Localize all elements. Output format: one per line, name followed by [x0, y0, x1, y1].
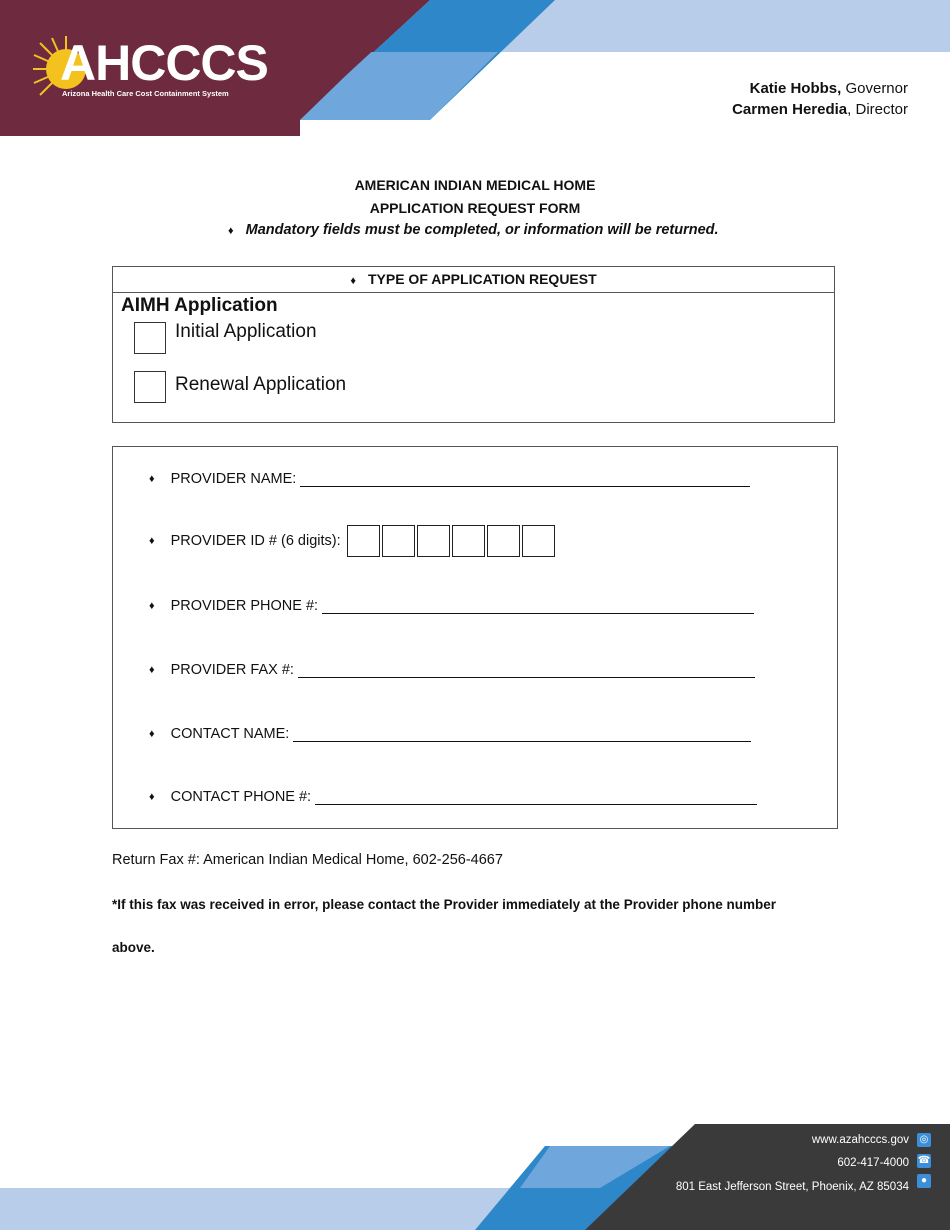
provider-name-label: PROVIDER NAME: [170, 471, 297, 487]
officials [732, 78, 908, 120]
diamond-bullet-icon: ♦ [228, 225, 234, 237]
location-pin-icon: ● [917, 1174, 931, 1188]
diamond-bullet-icon: ♦ [149, 473, 155, 485]
application-type-heading-text: TYPE OF APPLICATION REQUEST [367, 271, 597, 287]
footer-banner [0, 1122, 950, 1230]
provider-id-row [149, 525, 555, 557]
provider-phone-row [149, 598, 754, 614]
diamond-bullet-icon: ♦ [149, 600, 155, 612]
director-name: Carmen Heredia [732, 101, 848, 118]
renewal-application-label: Renewal Application [175, 374, 347, 395]
return-fax-note: Return Fax #: American Indian Medical Home, 602-256-4667 [112, 852, 503, 868]
contact-phone-input[interactable] [315, 790, 757, 805]
form-title-line1: AMERICAN INDIAN MEDICAL HOME [354, 177, 596, 193]
diamond-bullet-icon: ♦ [149, 664, 155, 676]
provider-id-digit-1[interactable] [347, 525, 380, 557]
initial-application-label: Initial Application [175, 321, 317, 342]
contact-phone-label: CONTACT PHONE #: [170, 789, 312, 805]
phone-icon: ☎ [917, 1155, 931, 1166]
provider-phone-label: PROVIDER PHONE #: [170, 598, 319, 614]
logo-subtitle: Arizona Health Care Cost Containment System [62, 89, 229, 98]
logo-text: AHCCCS [60, 35, 268, 91]
provider-id-digit-6[interactable] [522, 525, 555, 557]
governor-name: Katie Hobbs, [749, 80, 842, 97]
provider-id-label: PROVIDER ID # (6 digits): [170, 533, 341, 549]
provider-fax-row [149, 662, 755, 678]
diamond-bullet-icon: ♦ [350, 275, 356, 287]
renewal-application-checkbox[interactable] [134, 371, 166, 403]
provider-id-digit-3[interactable] [417, 525, 450, 557]
provider-phone-input[interactable] [322, 599, 754, 614]
provider-id-digit-5[interactable] [487, 525, 520, 557]
contact-name-input[interactable] [293, 727, 751, 742]
provider-id-digit-2[interactable] [382, 525, 415, 557]
provider-id-digit-4[interactable] [452, 525, 485, 557]
footer-address: 801 East Jefferson Street, Phoenix, AZ 85034 [675, 1181, 909, 1193]
footer-phone: 602-417-4000 [837, 1157, 909, 1169]
error-notice-line1: *If this fax was received in error, please contact the Provider immediately at the Provider phone number [112, 897, 776, 912]
contact-name-row [149, 726, 751, 742]
footer-website[interactable]: www.azahcccs.gov [811, 1134, 909, 1146]
provider-info-box [112, 446, 838, 829]
aimh-application-title: AIMH Application [121, 295, 278, 316]
diamond-bullet-icon: ♦ [149, 791, 155, 803]
diamond-bullet-icon: ♦ [149, 535, 155, 547]
provider-id-digit-boxes [345, 525, 555, 557]
contact-name-label: CONTACT NAME: [170, 726, 290, 742]
governor-title: Governor [841, 80, 908, 97]
director-title: , Director [847, 101, 908, 118]
provider-name-input[interactable] [300, 472, 750, 487]
form-title-line2: APPLICATION REQUEST FORM [369, 200, 581, 216]
diamond-bullet-icon: ♦ [149, 728, 155, 740]
contact-phone-row [149, 789, 757, 805]
provider-fax-input[interactable] [298, 663, 755, 678]
provider-fax-label: PROVIDER FAX #: [170, 662, 294, 678]
mandatory-note-text: Mandatory fields must be completed, or information will be returned. [245, 222, 719, 238]
error-notice-line2: above. [112, 940, 155, 955]
provider-name-row [149, 471, 750, 487]
application-type-box [112, 266, 835, 423]
globe-icon: ◎ [917, 1133, 931, 1147]
initial-application-checkbox[interactable] [134, 322, 166, 354]
mandatory-note [228, 222, 719, 238]
application-type-heading [113, 267, 834, 293]
